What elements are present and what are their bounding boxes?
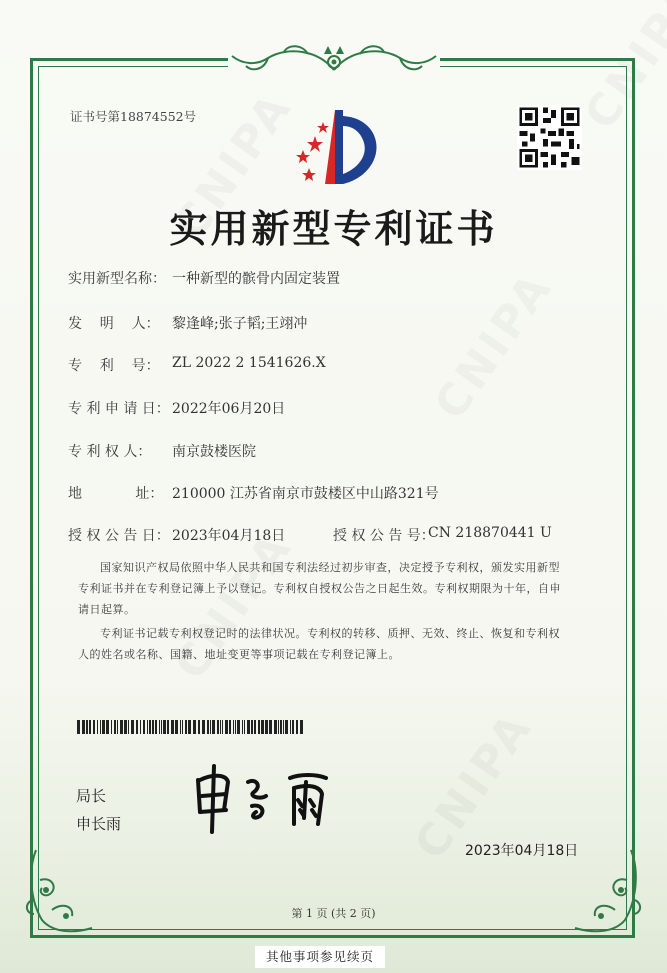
patent-number-label: 专 利 号：: [68, 358, 160, 374]
director-title: 局长: [76, 787, 107, 805]
statement-line: 人的姓名或名称、国籍、地址变更等事项记载在专利登记簿上。: [78, 648, 400, 661]
continuation-note: 其他事项参见续页: [255, 946, 385, 968]
address-value: 210000 江苏省南京市鼓楼区中山路321号: [172, 486, 439, 502]
inventor-label: 发 明 人：: [68, 316, 160, 332]
signature-date: 2023年04月18日: [465, 843, 579, 859]
top-ornament-icon: [228, 40, 440, 80]
address-label: 地 址：: [68, 486, 164, 502]
barcode-icon: [77, 720, 307, 734]
statement-paragraph: [78, 557, 604, 620]
grant-date-label: 授 权 公 告 日：: [68, 528, 170, 544]
grant-number-value: CN 218870441 U: [428, 525, 552, 541]
cnipa-logo-icon: [285, 108, 385, 188]
page-number: 第 1 页 (共 2 页): [291, 907, 376, 920]
filing-date-value: 2022年06月20日: [172, 401, 286, 417]
qr-code-icon: [517, 105, 582, 170]
patentee-value: 南京鼓楼医院: [172, 444, 256, 460]
filing-date-label: 专 利 申 请 日：: [68, 401, 170, 417]
statement-line: 专利证书并在专利登记簿上予以登记。专利权自授权公告之日起生效。专利权期限为十年，自申: [78, 582, 561, 595]
inventor-value: 黎逢峰;张子韬;王翊冲: [172, 316, 308, 332]
director-name: 申长雨: [76, 815, 122, 833]
patentee-label: 专 利 权 人：: [68, 444, 152, 460]
patent-number-value: ZL 2022 2 1541626.X: [172, 355, 326, 371]
certificate-title: 实用新型专利证书: [169, 206, 498, 251]
name-value: 一种新型的髌骨内固定装置: [172, 271, 340, 287]
legal-status-paragraph: [78, 623, 604, 665]
statement-line: 国家知识产权局依照中华人民共和国专利法经过初步审查，决定授予专利权，颁发实用新型: [100, 561, 560, 574]
grant-number-label: 授 权 公 告 号：: [333, 528, 435, 544]
grant-date-value: 2023年04月18日: [172, 528, 286, 544]
statement-line: 专利证书记载专利权登记时的法律状况。专利权的转移、质押、无效、终止、恢复和专利权: [100, 627, 560, 640]
handwritten-signature-icon: [190, 760, 360, 840]
name-label: 实用新型名称：: [68, 271, 166, 287]
corner-ornament-icon: [22, 840, 102, 940]
statement-line: 请日起算。: [78, 603, 136, 616]
certificate-number: 证书号第18874552号: [70, 109, 197, 124]
